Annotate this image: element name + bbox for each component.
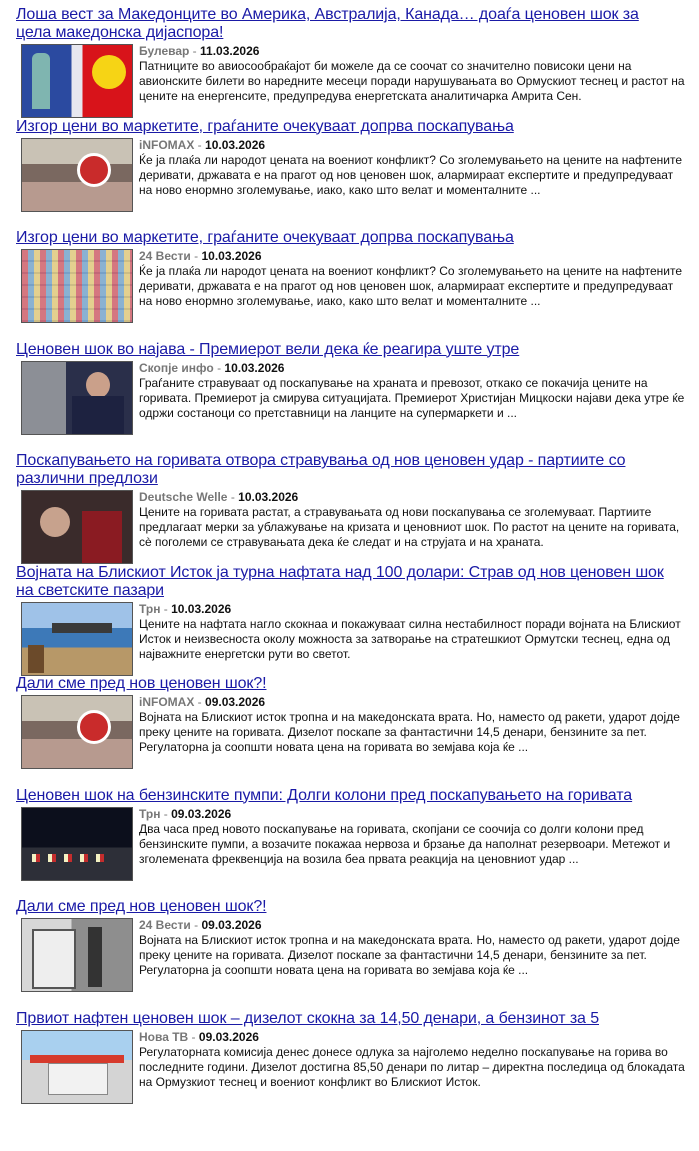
article-thumbnail[interactable]	[21, 249, 133, 323]
article-source: 24 Вести	[139, 918, 191, 932]
article-snippet: Патниците во авиосообраќајот би можеле да се соочат со значително повисоки цени на авионските билети во наредните месеци поради нарушувањата во Ормускиот теснец и растот на цените на енергенсите, предупредува енергетската аналитичарка Амрита Сен.	[139, 59, 685, 103]
article-date: 10.03.2026	[238, 490, 299, 504]
article-date: 09.03.2026	[171, 806, 232, 821]
article-body: 24 Вести - 09.03.2026 Војната на Блискиот исток тропна и на македонската врата. Но, наместо од ракети, ударот дојде преку цените на горивата. Дизелот поскапе за фантастични 14,5 денари, бензините за пет. Регулаторна ја соопшти новата цена на горивата во земјава која ќе ...	[139, 918, 689, 978]
article-title-link[interactable]: Изгор цени во маркетите, граѓаните очекуваат допрва поскапувања	[16, 229, 514, 246]
article-title-link[interactable]: Првиот нафтен ценовен шок – дизелот скокна за 14,50 денари, а бензинот за 5	[16, 1009, 599, 1027]
article-snippet: Војната на Блискиот исток тропна и на македонската врата. Но, наместо од ракети, ударот дојде преку цените на горивата. Дизелот поскапе за фантастични 14,5 денари, бензините за пет. Регулаторна ја соопшти новата цена на горивата во земјава која ќе ...	[139, 933, 680, 977]
news-item	[16, 787, 691, 899]
article-date: 10.03.2026	[171, 601, 232, 616]
article-snippet: Ќе ја плаќа ли народот цената на воениот конфликт? Со зголемувањето на цените на нафтените деривати, државата е на прагот од нов ценовен шок, алармираат експертите и предупредуваат на ново енормно зголемување, иако, како што велат и моменталните ...	[139, 152, 683, 197]
article-source: Трн	[139, 601, 161, 616]
article-title-link[interactable]: Дали сме пред нов ценовен шок?!	[16, 898, 267, 915]
article-snippet: Војната на Блискиот исток тропна и на македонската врата. Но, наместо од ракети, ударот дојде преку цените на горивата. Дизелот поскапе за фантастични 14,5 денари, бензините за пет. Регулаторна ја соопшти новата цена на горивата во земјава која ќе ...	[139, 710, 680, 754]
article-date: 09.03.2026	[205, 695, 266, 709]
article-thumbnail[interactable]	[21, 695, 133, 769]
article-date: 11.03.2026	[200, 44, 260, 58]
article-snippet: Регулаторната комисија денес донесе одлука за најголемо неделно поскапување на горива во последните години. Дизелот достигна 85,50 денари по литар – директна последица од блокадата на Ормузкиот теснец и воениот конфликт во Блискиот Исток.	[139, 1044, 685, 1089]
article-title-link[interactable]: Ценовен шок на бензинските пумпи: Долги колони пред поскапувањето на горивата	[16, 786, 633, 804]
article-body: Трн - 09.03.2026 Два часа пред новото поскапување на горивата, скопјани се соочија со долги колони пред бензинските пумпи, а возачите покажаа нервоза и брзање да наполнат резервоари. Метежот и зголемената фреквенција на возила беа првата реакција на ценовниот удар ...	[139, 807, 689, 867]
news-item	[16, 341, 691, 453]
article-thumbnail[interactable]	[21, 44, 133, 118]
article-date: 09.03.2026	[201, 918, 262, 932]
news-item	[16, 229, 691, 341]
article-thumbnail[interactable]	[21, 602, 133, 676]
article-thumbnail[interactable]	[21, 490, 133, 564]
article-date: 10.03.2026	[224, 360, 285, 375]
article-snippet: Граѓаните стравуваат од поскапување на храната и превозот, откако се покачија цените на горивата. Премиерот ја смирува ситуацијата. Премиерот Христијан Мицкоски најави дека утре ќе одржи состаноци со претставници на ланците на супермаркети и ...	[139, 375, 685, 420]
article-title-link[interactable]: Изгор цени во маркетите, граѓаните очекуваат допрва поскапувања	[16, 117, 514, 135]
article-source: Deutsche Welle	[139, 490, 228, 504]
news-item	[16, 6, 691, 118]
article-body: iNFOMAX - 09.03.2026 Војната на Блискиот исток тропна и на македонската врата. Но, наместо од ракети, ударот дојде преку цените на горивата. Дизелот поскапе за фантастични 14,5 денари, бензините за пет. Регулаторна ја соопшти новата цена на горивата во земјава која ќе ...	[139, 695, 689, 755]
article-source: iNFOMAX	[139, 695, 195, 709]
article-title-link[interactable]: Лоша вест за Македонците во Америка, Австралија, Канада… доаѓа ценовен шок за цела македонска дијаспора!	[16, 6, 639, 41]
article-snippet: Цените на горивата растат, а стравувањата од нови поскапувања се зголемуваат. Партиите предлагаат мерки за ублажување на кризата и ценовниот шок. По растот на цените на горивата, сè поголеми се стравувањата дека ќе следат и на струјата и на храната.	[139, 505, 680, 549]
article-source: Нова ТВ	[139, 1029, 189, 1044]
article-body: 24 Вести - 10.03.2026 Ќе ја плаќа ли народот цената на воениот конфликт? Со зголемувањето на цените на нафтените деривати, државата е на прагот од нов ценовен шок, алармираат експертите и предупредуваат на ново енормно зголемување, иако, како што велат и моменталните ...	[139, 249, 689, 309]
article-date: 10.03.2026	[205, 137, 266, 152]
article-body: Нова ТВ - 09.03.2026 Регулаторната комисија денес донесе одлука за најголемо неделно поскапување на горива во последните години. Дизелот достигна 85,50 денари по литар – директна последица од блокадата на Ормузкиот теснец и воениот конфликт во Блискиот Исток.	[139, 1030, 689, 1090]
article-date: 10.03.2026	[201, 249, 262, 263]
article-title-link[interactable]: Дали сме пред нов ценовен шок?!	[16, 675, 267, 692]
article-source: 24 Вести	[139, 249, 191, 263]
article-title-link[interactable]: Поскапувањето на горивата отвора стравувања од нов ценовен удар - партиите со различни предлози	[16, 452, 626, 487]
article-source: iNFOMAX	[139, 137, 195, 152]
news-item	[16, 675, 691, 787]
article-thumbnail[interactable]	[21, 138, 133, 212]
news-item	[16, 898, 691, 1010]
article-body: iNFOMAX - 10.03.2026 Ќе ја плаќа ли народот цената на воениот конфликт? Со зголемувањето на цените на нафтените деривати, државата е на прагот од нов ценовен шок, алармираат експертите и предупредуваат на ново енормно зголемување, иако, како што велат и моменталните ...	[139, 138, 689, 198]
article-source: Скопје инфо	[139, 360, 214, 375]
article-date: 09.03.2026	[198, 1029, 259, 1044]
article-title-link[interactable]: Војната на Блискиот Исток ја турна нафтата над 100 долари: Страв од нов ценовен шок на светските пазари	[16, 563, 664, 599]
article-snippet: Ќе ја плаќа ли народот цената на воениот конфликт? Со зголемувањето на цените на нафтените деривати, државата е на прагот од нов ценовен шок, алармираат експертите и предупредуваат на ново енормно зголемување, иако, како што велат и моменталните ...	[139, 264, 683, 308]
article-source: Булевар	[139, 44, 190, 58]
news-item	[16, 564, 691, 676]
article-thumbnail[interactable]	[21, 918, 133, 992]
article-body: Булевар - 11.03.2026 Патниците во авиосообраќајот би можеле да се соочат со значително повисоки цени на авионските билети во наредните месеци поради нарушувањата во Ормускиот теснец и растот на цените на енергенсите, предупредува енергетската аналитичарка Амрита Сен.	[139, 44, 689, 104]
news-item	[16, 452, 691, 564]
article-snippet: Два часа пред новото поскапување на горивата, скопјани се соочија со долги колони пред бензинските пумпи, а возачите покажаа нервоза и брзање да наполнат резервоари. Метежот и зголемената фреквенција на возила беа првата реакција на ценовниот удар ...	[139, 821, 671, 866]
news-item	[16, 1010, 691, 1122]
article-thumbnail[interactable]	[21, 361, 133, 435]
article-source: Трн	[139, 806, 161, 821]
article-body: Трн - 10.03.2026 Цените на нафтата нагло скокнаа и покажуваат силна нестабилност поради војната на Блискиот Исток и неизвесноста околу можноста за затворање на стратешкиот Ормутски теснец, една од најважните енергетски рути во светот.	[139, 602, 689, 662]
article-body: Скопје инфо - 10.03.2026 Граѓаните стравуваат од поскапување на храната и превозот, откако се покачија цените на горивата. Премиерот ја смирува ситуацијата. Премиерот Христијан Мицкоски најави дека утре ќе одржи состаноци со претставници на ланците на супермаркети и ...	[139, 361, 689, 421]
article-title-link[interactable]: Ценовен шок во најава - Премиерот вели дека ќе реагира уште утре	[16, 340, 520, 358]
news-item	[16, 118, 691, 230]
article-snippet: Цените на нафтата нагло скокнаа и покажуваат силна нестабилност поради војната на Блискиот Исток и неизвесноста околу можноста за затворање на стратешкиот Ормутски теснец, една од најважните енергетски рути во светот.	[139, 616, 681, 661]
article-thumbnail[interactable]	[21, 807, 133, 881]
article-body: Deutsche Welle - 10.03.2026 Цените на горивата растат, а стравувањата од нови поскапувања се зголемуваат. Партиите предлагаат мерки за ублажување на кризата и ценовниот шок. По растот на цените на горивата, сè поголеми се стравувањата дека ќе следат и на струјата и на храната.	[139, 490, 689, 550]
article-thumbnail[interactable]	[21, 1030, 133, 1104]
